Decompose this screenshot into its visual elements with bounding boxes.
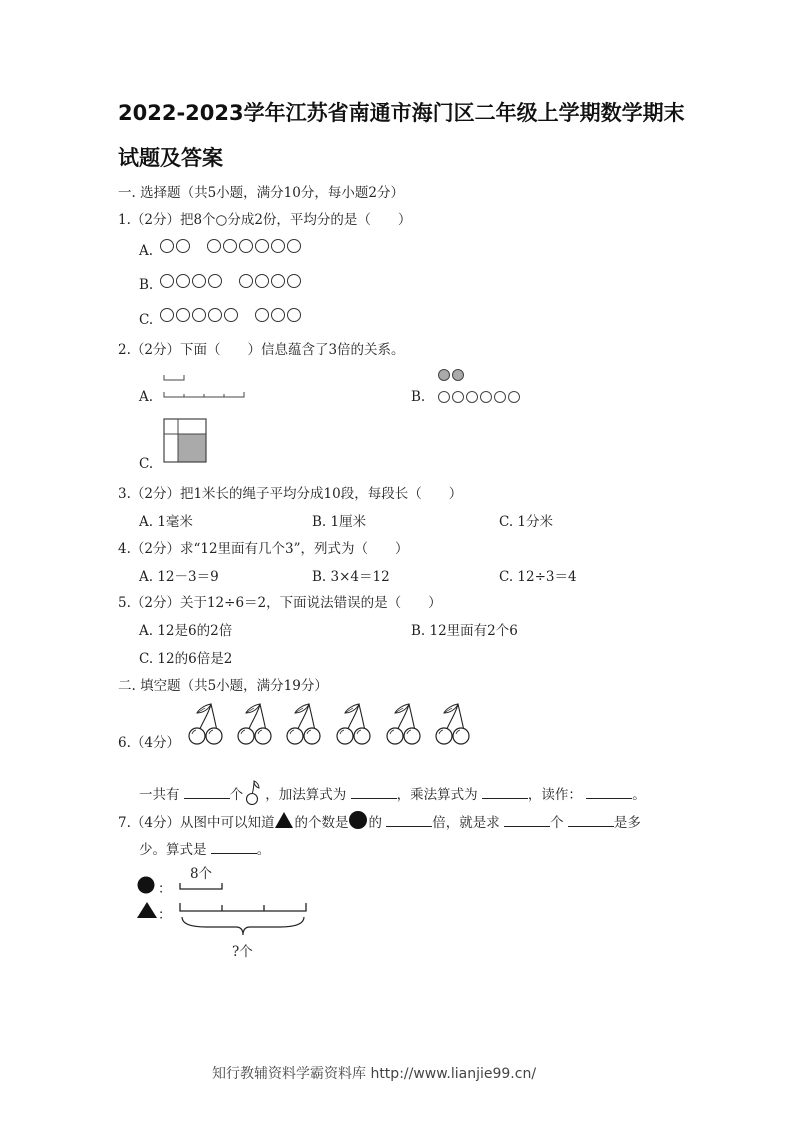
q1-option-b-circles <box>160 270 303 289</box>
q6-text-period: 。 <box>632 787 646 803</box>
q7-diagram-triangle-icon <box>136 900 158 920</box>
section-heading-fill: 二. 填空题（共5小题，满分19分） <box>118 678 328 694</box>
q7-text-5: 个 <box>550 815 564 831</box>
cherry-icon <box>287 704 320 744</box>
q7-text-1: 7.（4分）从图中可以知道 <box>118 815 275 831</box>
q2-option-c-label: C. <box>139 456 154 472</box>
q2-option-c-grid-diagram <box>163 418 209 466</box>
circle-icon <box>348 810 368 830</box>
q7-colon-triangle: ： <box>158 907 172 923</box>
question-3-stem: 3.（2分）把1米长的绳子平均分成10段，每段长（ ） <box>118 486 463 502</box>
page-title-line-1: 2022-2023学年江苏省南通市海门区二年级上学期数学期末 <box>118 101 685 125</box>
q7-label-bottom: ?个 <box>232 944 253 960</box>
q1-option-a-circles <box>160 235 303 254</box>
cherry-icon <box>337 704 370 744</box>
q6-text-read: ，读作： <box>527 787 582 803</box>
triangle-icon <box>274 811 294 829</box>
q1-option-b-label: B. <box>139 277 154 293</box>
page-title-line-2: 试题及答案 <box>118 146 223 170</box>
question-1-stem: 1.（2分）把8个○分成2份，平均分的是（ ） <box>118 212 412 228</box>
question-7-line-2 <box>139 838 270 858</box>
q7-label-top: 8个 <box>190 866 213 882</box>
q7-text-3: 的 <box>368 815 382 831</box>
question-5-stem: 5.（2分）关于12÷6＝2，下面说法错误的是（ ） <box>118 595 442 611</box>
q7-blank-times[interactable] <box>386 814 432 827</box>
q4-option-b: B. 3×4＝12 <box>312 569 390 585</box>
q7-text-8: 。 <box>256 842 271 858</box>
q1-option-c-label: C. <box>139 312 154 328</box>
q6-cherries-picture <box>185 697 480 745</box>
page-footer: 知行教辅资料学霸资料库 http://www.lianjie99.cn/ <box>212 1066 537 1082</box>
q6-blank-count[interactable] <box>184 786 230 799</box>
q6-text-addition: ，加法算式为 <box>265 787 347 803</box>
cherry-icon <box>387 704 420 744</box>
q2-option-b-label: B. <box>411 389 426 405</box>
q5-option-b: B. 12里面有2个6 <box>411 623 518 639</box>
q4-option-c: C. 12÷3＝4 <box>499 569 577 585</box>
q7-blank-formula[interactable] <box>211 841 257 854</box>
q3-option-b: B. 1厘米 <box>312 514 367 530</box>
q7-text-6: 是多 <box>613 815 641 831</box>
q6-text-multiplication: ，乘法算式为 <box>396 787 478 803</box>
q7-colon-circle: ： <box>158 881 172 897</box>
q7-blank-part[interactable] <box>568 814 614 827</box>
section-heading-choice: 一. 选择题（共5小题，满分10分，每小题2分） <box>118 185 404 201</box>
q1-option-c-circles <box>160 304 303 323</box>
q5-option-a: A. 12是6的2倍 <box>139 623 233 639</box>
cherry-icon <box>238 704 271 744</box>
q2-option-b-circles <box>438 366 522 407</box>
q7-blank-whole[interactable] <box>504 814 550 827</box>
q3-option-a: A. 1毫米 <box>139 514 193 530</box>
question-7-line-1 <box>118 810 641 831</box>
q6-blank-multiplication[interactable] <box>482 786 528 799</box>
q6-blank-read[interactable] <box>586 786 632 799</box>
q7-text-7: 少。算式是 <box>139 842 207 858</box>
single-cherry-icon <box>245 779 263 805</box>
q5-option-c: C. 12的6倍是2 <box>139 651 233 667</box>
q6-fill-line <box>139 779 646 805</box>
q6-text-total: 一共有 <box>139 787 180 803</box>
question-6-number: 6.（4分） <box>118 735 180 751</box>
q6-blank-addition[interactable] <box>351 786 397 799</box>
q4-option-a: A. 12－3＝9 <box>139 569 219 585</box>
q3-option-c: C. 1分米 <box>499 514 554 530</box>
q6-text-unit: 个 <box>229 787 244 803</box>
q7-text-2: 的个数是 <box>294 815 349 831</box>
q2-option-a-label: A. <box>139 389 154 405</box>
q7-text-4: 倍，就是求 <box>432 815 500 831</box>
q7-diagram-circle-icon <box>136 875 156 895</box>
cherry-icon <box>436 704 469 744</box>
q2-option-a-segment-diagram <box>160 372 250 402</box>
q1-option-a-label: A. <box>139 243 154 259</box>
question-2-stem: 2.（2分）下面（ ）信息蕴含了3倍的关系。 <box>118 342 405 358</box>
question-4-stem: 4.（2分）求“12里面有几个3”，列式为（ ） <box>118 541 409 557</box>
cherry-icon <box>189 704 222 744</box>
